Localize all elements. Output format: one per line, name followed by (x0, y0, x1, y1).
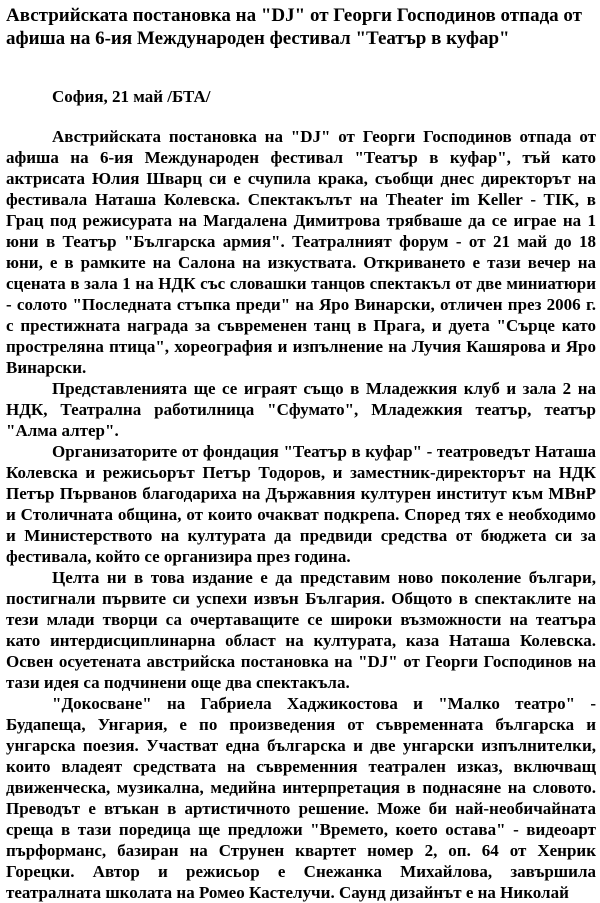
article-paragraph-4: Целта ни в това издание е да представим ново поколение българи, постигнали първите си успехи извън България. Общото в спектаклите на тези млади творци са очертаващите се широки възможности на театъра като интердисциплинарна област на културата, каза Наташа Колевска. Освен осуетената австрийска постановка на "DJ" от Георги Господинов на тази идея са подчинени още два спектакъла. (6, 568, 596, 692)
article-headline: Австрийската постановка на "DJ" от Георги Господинов отпада от афиша на 6-ия Международен фестивал "Театър в куфар" (6, 5, 583, 49)
article-paragraph-1: Австрийската постановка на "DJ" от Георги Господинов отпада от афиша на 6-ия Международен фестивал "Театър в куфар", тъй като актрисата Юлия Шварц си е счупила крака, съобщи днес директорът на фестивала Наташа Колевска. Спектакълът на Theater im Keller - TIK, в Грац под режисурата на Магдалена Димитрова трябваше да се играе на 1 юни в Театър "Българска армия". Театралният форум - от 21 май до 18 юни, е в рамките на Салона на изкуствата. Откриването е тази вечер на сцената в зала 1 на НДК със словашки танцов спектакъл от две миниатюри - солото "Последната стъпка преди" на Яро Винарски, отличен през 2006 г. с престижната награда за съвременен танц в Прага, и дуета "Сърце като простреляна птица", хореография и изпълнение на Лучия Кашярова и Яро Винарски. (6, 127, 596, 377)
article-paragraph-5: "Докосване" на Габриела Хаджикостова и "Малко театро" - Будапеща, Унгария, е по произведения от съвременната българска и унгарска поезия. Участват една българска и две унгарски изпълнителки, които владеят средствата на съвременния театрален изказ, включващ движенческа, музикална, медийна интерпретация в поднасяне на словото. Преводът е втъкан в артистичното решение. Може би най-необичайната среща в тази поредица ще предложи "Времето, което остава" - видеоарт пърформанс, базиран на Струнен квартет номер 2, оп. 64 от Хенрик Горецки. Автор и режисьор е Снежанка Михайлова, завършила театралната школата на Ромео Кастелучи. Саунд дизайнът е на Николай (6, 694, 596, 902)
article-paragraph-3: Организаторите от фондация "Театър в куфар" - театроведът Наташа Колевска и режисьорът Петър Тодоров, и заместник-директорът на НДК Петър Първанов благодариха на Държавния културен институт към МВнР и Столичната община, от които очакват подкрепа. Според тях е необходимо и Министерството на културата да предвиди средства от бюджета си за фестивала, който се организира през година. (6, 442, 596, 566)
article-dateline: София, 21 май /БТА/ (52, 87, 211, 106)
article-body (0, 126, 600, 903)
article-paragraph-2: Представленията ще се играят също в Младежкия клуб и зала 2 на НДК, Театрална работилница "Сфумато", Младежкия театър, театър "Алма алтер". (6, 379, 596, 440)
